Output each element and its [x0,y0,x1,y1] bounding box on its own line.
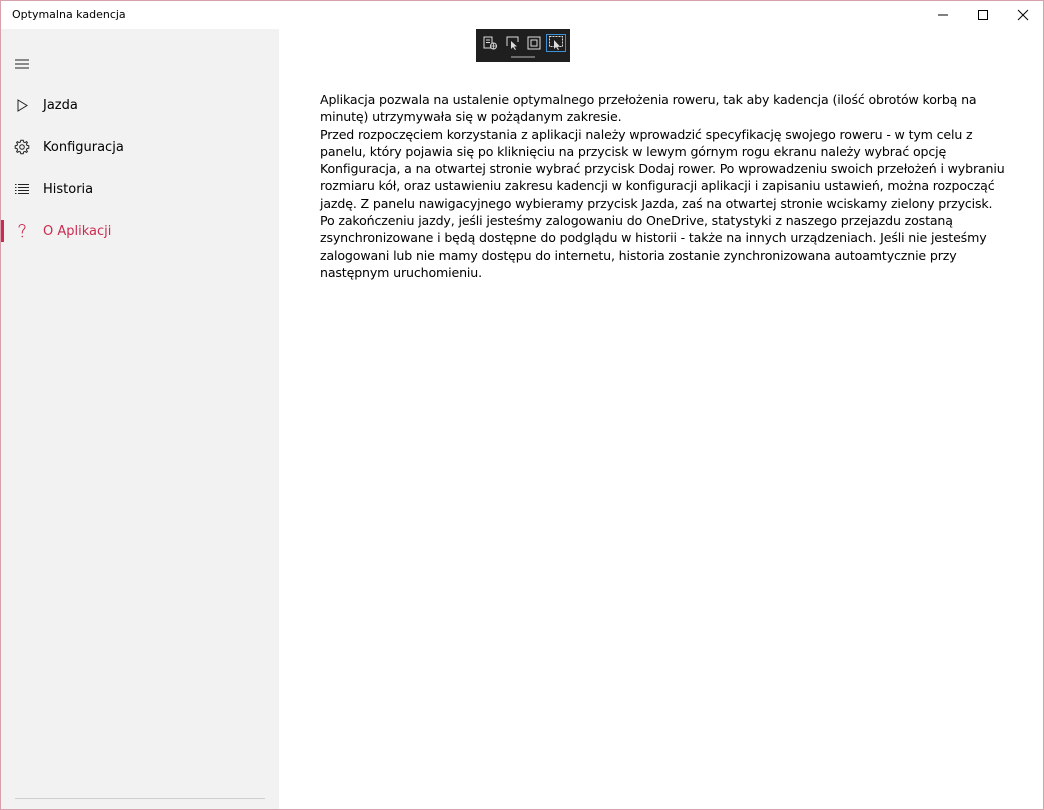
about-text [320,91,1020,281]
gear-icon [14,139,30,155]
track-focused-element-icon [548,35,564,51]
list-icon [14,181,30,197]
select-element-icon [504,35,520,51]
minimize-button[interactable] [923,1,963,29]
nav-item-o-aplikacji[interactable] [1,213,279,249]
nav-item-label: O Aplikacji [43,223,112,239]
maximize-icon [977,9,989,21]
nav-item-historia[interactable] [1,171,279,207]
minimize-icon [937,9,949,21]
about-paragraph: Przed rozpoczęciem korzystania z aplikacji należy wprowadzić specyfikację swojego roweru - w tym celu z panelu, który pojawia się po kliknięciu na przycisk w lewym górnym rogu ekranu należy wybrać opcję Konfiguracja, a na otwartej stronie wybrać przycisk Dodaj rower. Po wprowadzeniu swoich przełożeń i wybraniu rozmiaru kół, oraz ustawieniu zakresu kadencji w konfiguracji aplikacji i zapisaniu ustawień, można rozpocząć jazdę. Z panelu nawigacyjnego wybieramy przycisk Jazda, zaś na otwartej stronie wciskamy zielony przycisk. [320,126,1005,211]
close-button[interactable] [1003,1,1043,29]
track-focused-element-button[interactable] [546,34,566,52]
sidebar-divider [15,798,265,799]
play-icon [14,97,30,113]
nav-item-label: Jazda [43,97,78,113]
navigation-pane [1,29,279,809]
toolbar-grip[interactable] [511,56,535,58]
title-bar [1,1,1043,29]
question-icon [14,223,30,239]
nav-item-label: Historia [43,181,94,197]
select-element-button[interactable] [502,34,522,52]
close-icon [1017,9,1029,21]
hamburger-icon [14,58,30,70]
display-layout-adorners-icon [526,35,542,51]
nav-item-konfiguracja[interactable] [1,129,279,165]
live-visual-tree-icon [482,35,498,51]
nav-item-jazda[interactable] [1,87,279,123]
about-paragraph: Aplikacja pozwala na ustalenie optymalnego przełożenia roweru, tak aby kadencja (ilość obrotów korbą na minutę) utrzymywała się w pożądanym zakresie. [320,92,977,125]
about-paragraph: Po zakończeniu jazdy, jeśli jesteśmy zalogowaniu do OneDrive, statystyki z naszego przejazdu zostaną zsynchronizowane i będą dostępne do podglądu w historii - także na innych urządzeniach. Jeśli nie jesteśmy zalogowani lub nie mamy dostępu do internetu, historia zostanie zynchronizowana autoamtycznie przy następnym uruchomieniu. [320,213,987,280]
window-title: Optymalna kadencja [12,8,126,21]
maximize-button[interactable] [963,1,1003,29]
debug-toolbar [476,29,570,62]
live-visual-tree-button[interactable] [480,34,500,52]
nav-item-label: Konfiguracja [43,139,124,155]
hamburger-button[interactable] [7,49,37,79]
display-layout-adorners-button[interactable] [524,34,544,52]
